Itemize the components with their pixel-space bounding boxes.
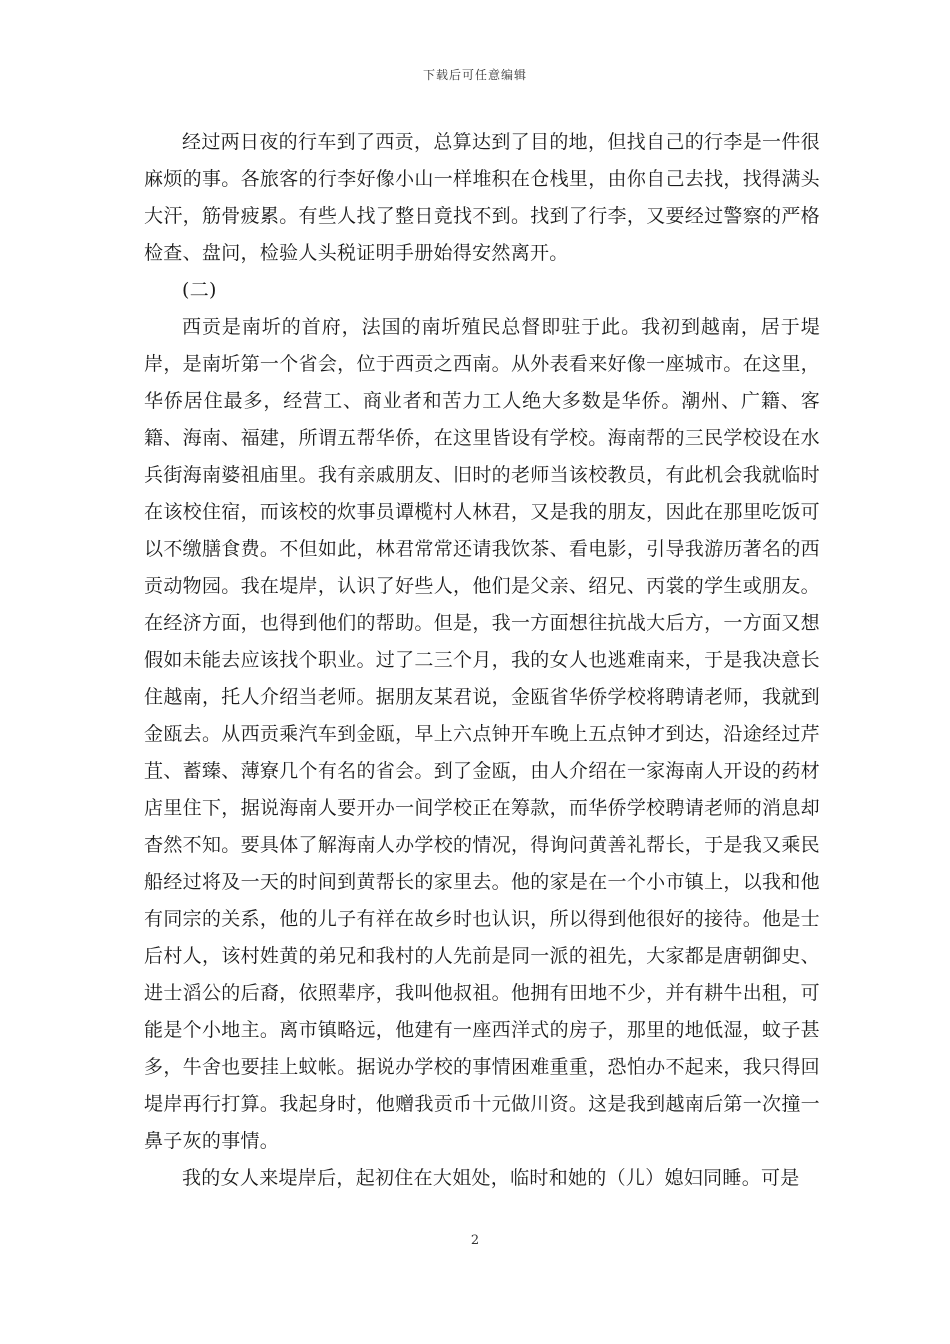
paragraph: 经过两日夜的行车到了西贡，总算达到了目的地，但找自己的行李是一件很麻烦的事。各旅客的行李好像小山一样堆积在仓栈里，由你自己去找，找得满头大汗，筋骨疲累。有些人找了整日竟找不到。找到了行李，又要经过警察的严格检查、盘问，检验人头税证明手册始得安然离开。 bbox=[144, 131, 820, 264]
paragraph: 我的女人来堤岸后，起初住在大姐处，临时和她的（儿）媳妇同睡。可是 bbox=[182, 1167, 800, 1189]
section-heading: (二) bbox=[182, 279, 217, 301]
document-body bbox=[144, 124, 820, 1197]
page-header: 下载后可任意编辑 bbox=[422, 68, 527, 82]
paragraph: 西贡是南圻的首府，法国的南圻殖民总督即驻于此。我初到越南，居于堤岸，是南圻第一个省会，位于西贡之西南。从外表看来好像一座城市。在这里，华侨居住最多，经营工、商业者和苦力工人绝大多数是华侨。潮州、广籍、客籍、海南、福建，所谓五帮华侨，在这里皆设有学校。海南帮的三民学校设在水兵街海南婆祖庙里。我有亲戚朋友、旧时的老师当该校教员，有此机会我就临时在该校住宿，而该校的炊事员谭榄村人林君，又是我的朋友，因此在那里吃饭可以不缴膳食费。不但如此，林君常常还请我饮茶、看电影，引导我游历著名的西贡动物园。我在堤岸，认识了好些人，他们是父亲、绍兄、丙裳的学生或朋友。在经济方面，也得到他们的帮助。但是，我一方面想往抗战大后方，一方面又想假如未能去应该找个职业。过了二三个月，我的女人也逃难南来，于是我决意长住越南，托人介绍当老师。据朋友某君说，金瓯省华侨学校将聘请老师，我就到金瓯去。从西贡乘汽车到金瓯，早上六点钟开车晚上五点钟才到达，沿途经过芹苴、蓄臻、薄寮几个有名的省会。到了金瓯，由人介绍在一家海南人开设的药材店里住下，据说海南人要开办一间学校正在筹款，而华侨学校聘请老师的消息却杳然不知。要具体了解海南人办学校的情况，得询问黄善礼帮长，于是我又乘民船经过将及一天的时间到黄帮长的家里去。他的家是在一个小市镇上，以我和他有同宗的关系，他的儿子有祥在故乡时也认识，所以得到他很好的接待。他是士后村人，该村姓黄的弟兄和我村的人先前是同一派的祖先，大家都是唐朝御史、进士滔公的后裔，依照辈序，我叫他叔祖。他拥有田地不少，并有耕牛出租，可能是个小地主。离市镇略远，他建有一座西洋式的房子，那里的地低湿，蚊子甚多，牛舍也要挂上蚊帐。据说办学校的事情困难重重，恐怕办不起来，我只得回堤岸再行打算。我起身时，他赠我贡币十元做川资。这是我到越南后第一次撞一鼻子灰的事情。 bbox=[144, 316, 820, 1152]
page-number: 2 bbox=[470, 1233, 480, 1248]
